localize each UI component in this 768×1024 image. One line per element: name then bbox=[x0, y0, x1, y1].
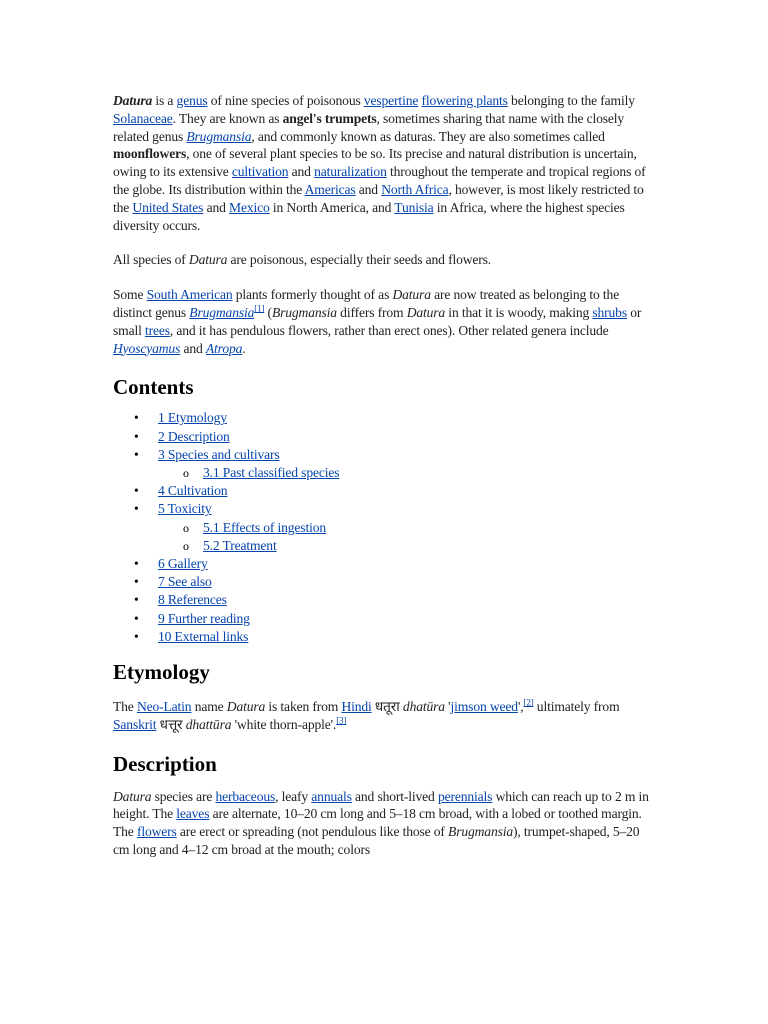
term-brugmansia: Brugmansia bbox=[271, 304, 337, 320]
text: . bbox=[242, 340, 246, 356]
link-jimson-weed[interactable]: jimson weed bbox=[450, 699, 518, 714]
text: are erect or spreading (not pendulous like those of bbox=[176, 824, 449, 840]
toc-link-cultivation[interactable]: 4 Cultivation bbox=[158, 483, 228, 499]
text-devanagari: धतूरा bbox=[371, 699, 403, 714]
link-tunisia[interactable]: Tunisia bbox=[394, 199, 434, 215]
toc-link-effects-of-ingestion[interactable]: 5.1 Effects of ingestion bbox=[203, 519, 326, 535]
text: , and it has pendulous flowers, rather than erect ones). Other related genera include bbox=[169, 322, 609, 338]
intro-paragraph-3 bbox=[113, 286, 658, 357]
toc-link-see-also[interactable]: 7 See also bbox=[158, 574, 212, 590]
text: species are bbox=[151, 788, 216, 804]
text: differs from bbox=[336, 304, 407, 320]
term-brugmansia: Brugmansia bbox=[448, 824, 514, 840]
link-vespertine[interactable]: vespertine bbox=[363, 93, 419, 108]
toc-subitem bbox=[113, 464, 658, 482]
text: in North America, and bbox=[269, 199, 395, 215]
text: , and commonly known as daturas. They are also sometimes called bbox=[251, 128, 605, 144]
link-sanskrit[interactable]: Sanskrit bbox=[113, 716, 157, 732]
link-perennials[interactable]: perennials bbox=[437, 788, 493, 804]
term-dhattura: dhattūra bbox=[185, 716, 232, 732]
term-moonflowers: moonflowers bbox=[113, 146, 187, 162]
link-annuals[interactable]: annuals bbox=[311, 788, 352, 804]
text: are poisonous, especially their seeds and flowers. bbox=[227, 252, 492, 268]
toc-item bbox=[113, 446, 658, 464]
text: and short-lived bbox=[351, 788, 438, 804]
intro-paragraph-1 bbox=[113, 92, 658, 234]
intro-paragraph-2 bbox=[113, 251, 658, 269]
text: in Africa, where the highest species diversity occurs. bbox=[113, 199, 625, 233]
text: , however, is most likely restricted to the bbox=[113, 181, 644, 215]
text: which can reach up to 2 m in height. The bbox=[113, 788, 649, 822]
text: and bbox=[180, 340, 206, 356]
toc-link-species-and-cultivars[interactable]: 3 Species and cultivars bbox=[158, 446, 280, 462]
toc-item bbox=[113, 628, 658, 646]
toc-link-gallery[interactable]: 6 Gallery bbox=[158, 555, 208, 571]
toc-link-etymology[interactable]: 1 Etymology bbox=[158, 410, 227, 426]
toc-item bbox=[113, 482, 658, 500]
text: , sometimes sharing that name with the closely related genus bbox=[113, 110, 625, 144]
text: , one of several plant species to be so. Its precise and natural distribution is uncertain, owing to its extensive bbox=[113, 146, 637, 180]
text: plants formerly thought of as bbox=[232, 287, 393, 303]
toc-item bbox=[113, 610, 658, 628]
citation-3[interactable]: [3] bbox=[336, 715, 347, 726]
text: All species of bbox=[113, 252, 189, 268]
toc-item bbox=[113, 555, 658, 573]
term-datura: Datura bbox=[188, 252, 228, 268]
toc-subitem bbox=[113, 519, 658, 537]
toc-link-past-classified-species[interactable]: 3.1 Past classified species bbox=[203, 464, 340, 480]
toc-item bbox=[113, 591, 658, 609]
toc-subitem bbox=[113, 537, 658, 555]
term-datura: Datura bbox=[392, 287, 431, 303]
article-body bbox=[113, 92, 658, 876]
link-flowering-plants[interactable]: flowering plants bbox=[421, 93, 508, 108]
link-brugmansia[interactable]: Brugmansia bbox=[189, 304, 255, 320]
text: Some bbox=[113, 287, 147, 303]
text: . They are known as bbox=[172, 110, 283, 126]
text: The bbox=[113, 699, 137, 714]
text: ', bbox=[517, 699, 524, 714]
citation-1[interactable]: [1] bbox=[254, 303, 265, 314]
link-herbaceous[interactable]: herbaceous bbox=[215, 788, 276, 804]
etymology-heading: Etymology bbox=[113, 660, 210, 684]
text: , leafy bbox=[275, 788, 312, 804]
text: and bbox=[288, 164, 315, 180]
text: is a bbox=[152, 93, 177, 108]
link-americas[interactable]: Americas bbox=[304, 181, 356, 197]
term-datura: Datura bbox=[226, 699, 266, 714]
toc-link-references[interactable]: 8 References bbox=[158, 592, 227, 608]
text: are alternate, 10–20 cm long and 5–18 cm broad, with a lobed or toothed margin. The bbox=[113, 806, 642, 840]
etymology-paragraph bbox=[113, 698, 658, 734]
link-neo-latin[interactable]: Neo-Latin bbox=[136, 699, 192, 714]
text: or small bbox=[113, 304, 642, 338]
toc-item bbox=[113, 500, 658, 518]
citation-2[interactable]: [2] bbox=[523, 697, 534, 708]
term-datura: Datura bbox=[406, 304, 446, 320]
link-cultivation[interactable]: cultivation bbox=[231, 164, 289, 180]
link-hyoscyamus[interactable]: Hyoscyamus bbox=[113, 340, 181, 356]
link-brugmansia[interactable]: Brugmansia bbox=[186, 128, 252, 144]
link-south-american[interactable]: South American bbox=[146, 287, 233, 303]
toc-item bbox=[113, 409, 658, 427]
text: ultimately from bbox=[533, 699, 620, 714]
text: throughout the temperate and tropical regions of the globe. Its distribution within the bbox=[113, 164, 646, 197]
text: are now treated as belonging to the distinct genus bbox=[113, 287, 620, 320]
link-united-states[interactable]: United States bbox=[132, 199, 204, 215]
text: ), trumpet-shaped, 5–20 cm long and 4–12 cm broad at the mouth; colors bbox=[113, 824, 640, 857]
text: belonging to the family bbox=[507, 93, 635, 108]
toc-link-treatment[interactable]: 5.2 Treatment bbox=[203, 537, 277, 553]
link-leaves[interactable]: leaves bbox=[176, 806, 210, 822]
toc-link-description[interactable]: 2 Description bbox=[158, 428, 230, 444]
term-datura: Datura bbox=[113, 93, 153, 108]
text: ' bbox=[444, 699, 451, 714]
toc-link-further-reading[interactable]: 9 Further reading bbox=[158, 610, 250, 626]
toc-item bbox=[113, 573, 658, 591]
text: 'white thorn-apple'. bbox=[231, 716, 337, 732]
link-trees[interactable]: trees bbox=[144, 322, 170, 338]
link-atropa[interactable]: Atropa bbox=[205, 340, 243, 356]
link-flowers[interactable]: flowers bbox=[136, 824, 177, 840]
link-naturalization[interactable]: naturalization bbox=[314, 164, 387, 180]
text-devanagari: धत्तूर bbox=[156, 716, 186, 732]
text: and bbox=[355, 181, 382, 197]
link-north-africa[interactable]: North Africa bbox=[381, 181, 449, 197]
link-shrubs[interactable]: shrubs bbox=[592, 304, 627, 320]
text: and bbox=[203, 199, 230, 215]
contents-heading: Contents bbox=[113, 375, 194, 400]
text: is taken from bbox=[265, 699, 342, 714]
text: ( bbox=[264, 304, 272, 320]
link-mexico[interactable]: Mexico bbox=[229, 199, 270, 215]
term-dhatura: dhatūra bbox=[402, 699, 445, 714]
description-paragraph bbox=[113, 788, 658, 859]
toc-link-toxicity[interactable]: 5 Toxicity bbox=[158, 501, 212, 517]
toc-link-external-links[interactable]: 10 External links bbox=[158, 628, 249, 644]
text: in that it is woody, making bbox=[445, 304, 593, 320]
link-hindi[interactable]: Hindi bbox=[341, 699, 372, 714]
term-datura: Datura bbox=[113, 788, 152, 804]
text: name bbox=[191, 699, 227, 714]
text: of nine species of poisonous bbox=[207, 93, 364, 108]
table-of-contents bbox=[113, 409, 658, 646]
description-heading: Description bbox=[113, 751, 217, 776]
toc-item bbox=[113, 428, 658, 446]
link-solanaceae[interactable]: Solanaceae bbox=[113, 110, 173, 126]
term-angels-trumpets: angel's trumpets bbox=[282, 110, 377, 126]
link-genus[interactable]: genus bbox=[176, 93, 208, 108]
